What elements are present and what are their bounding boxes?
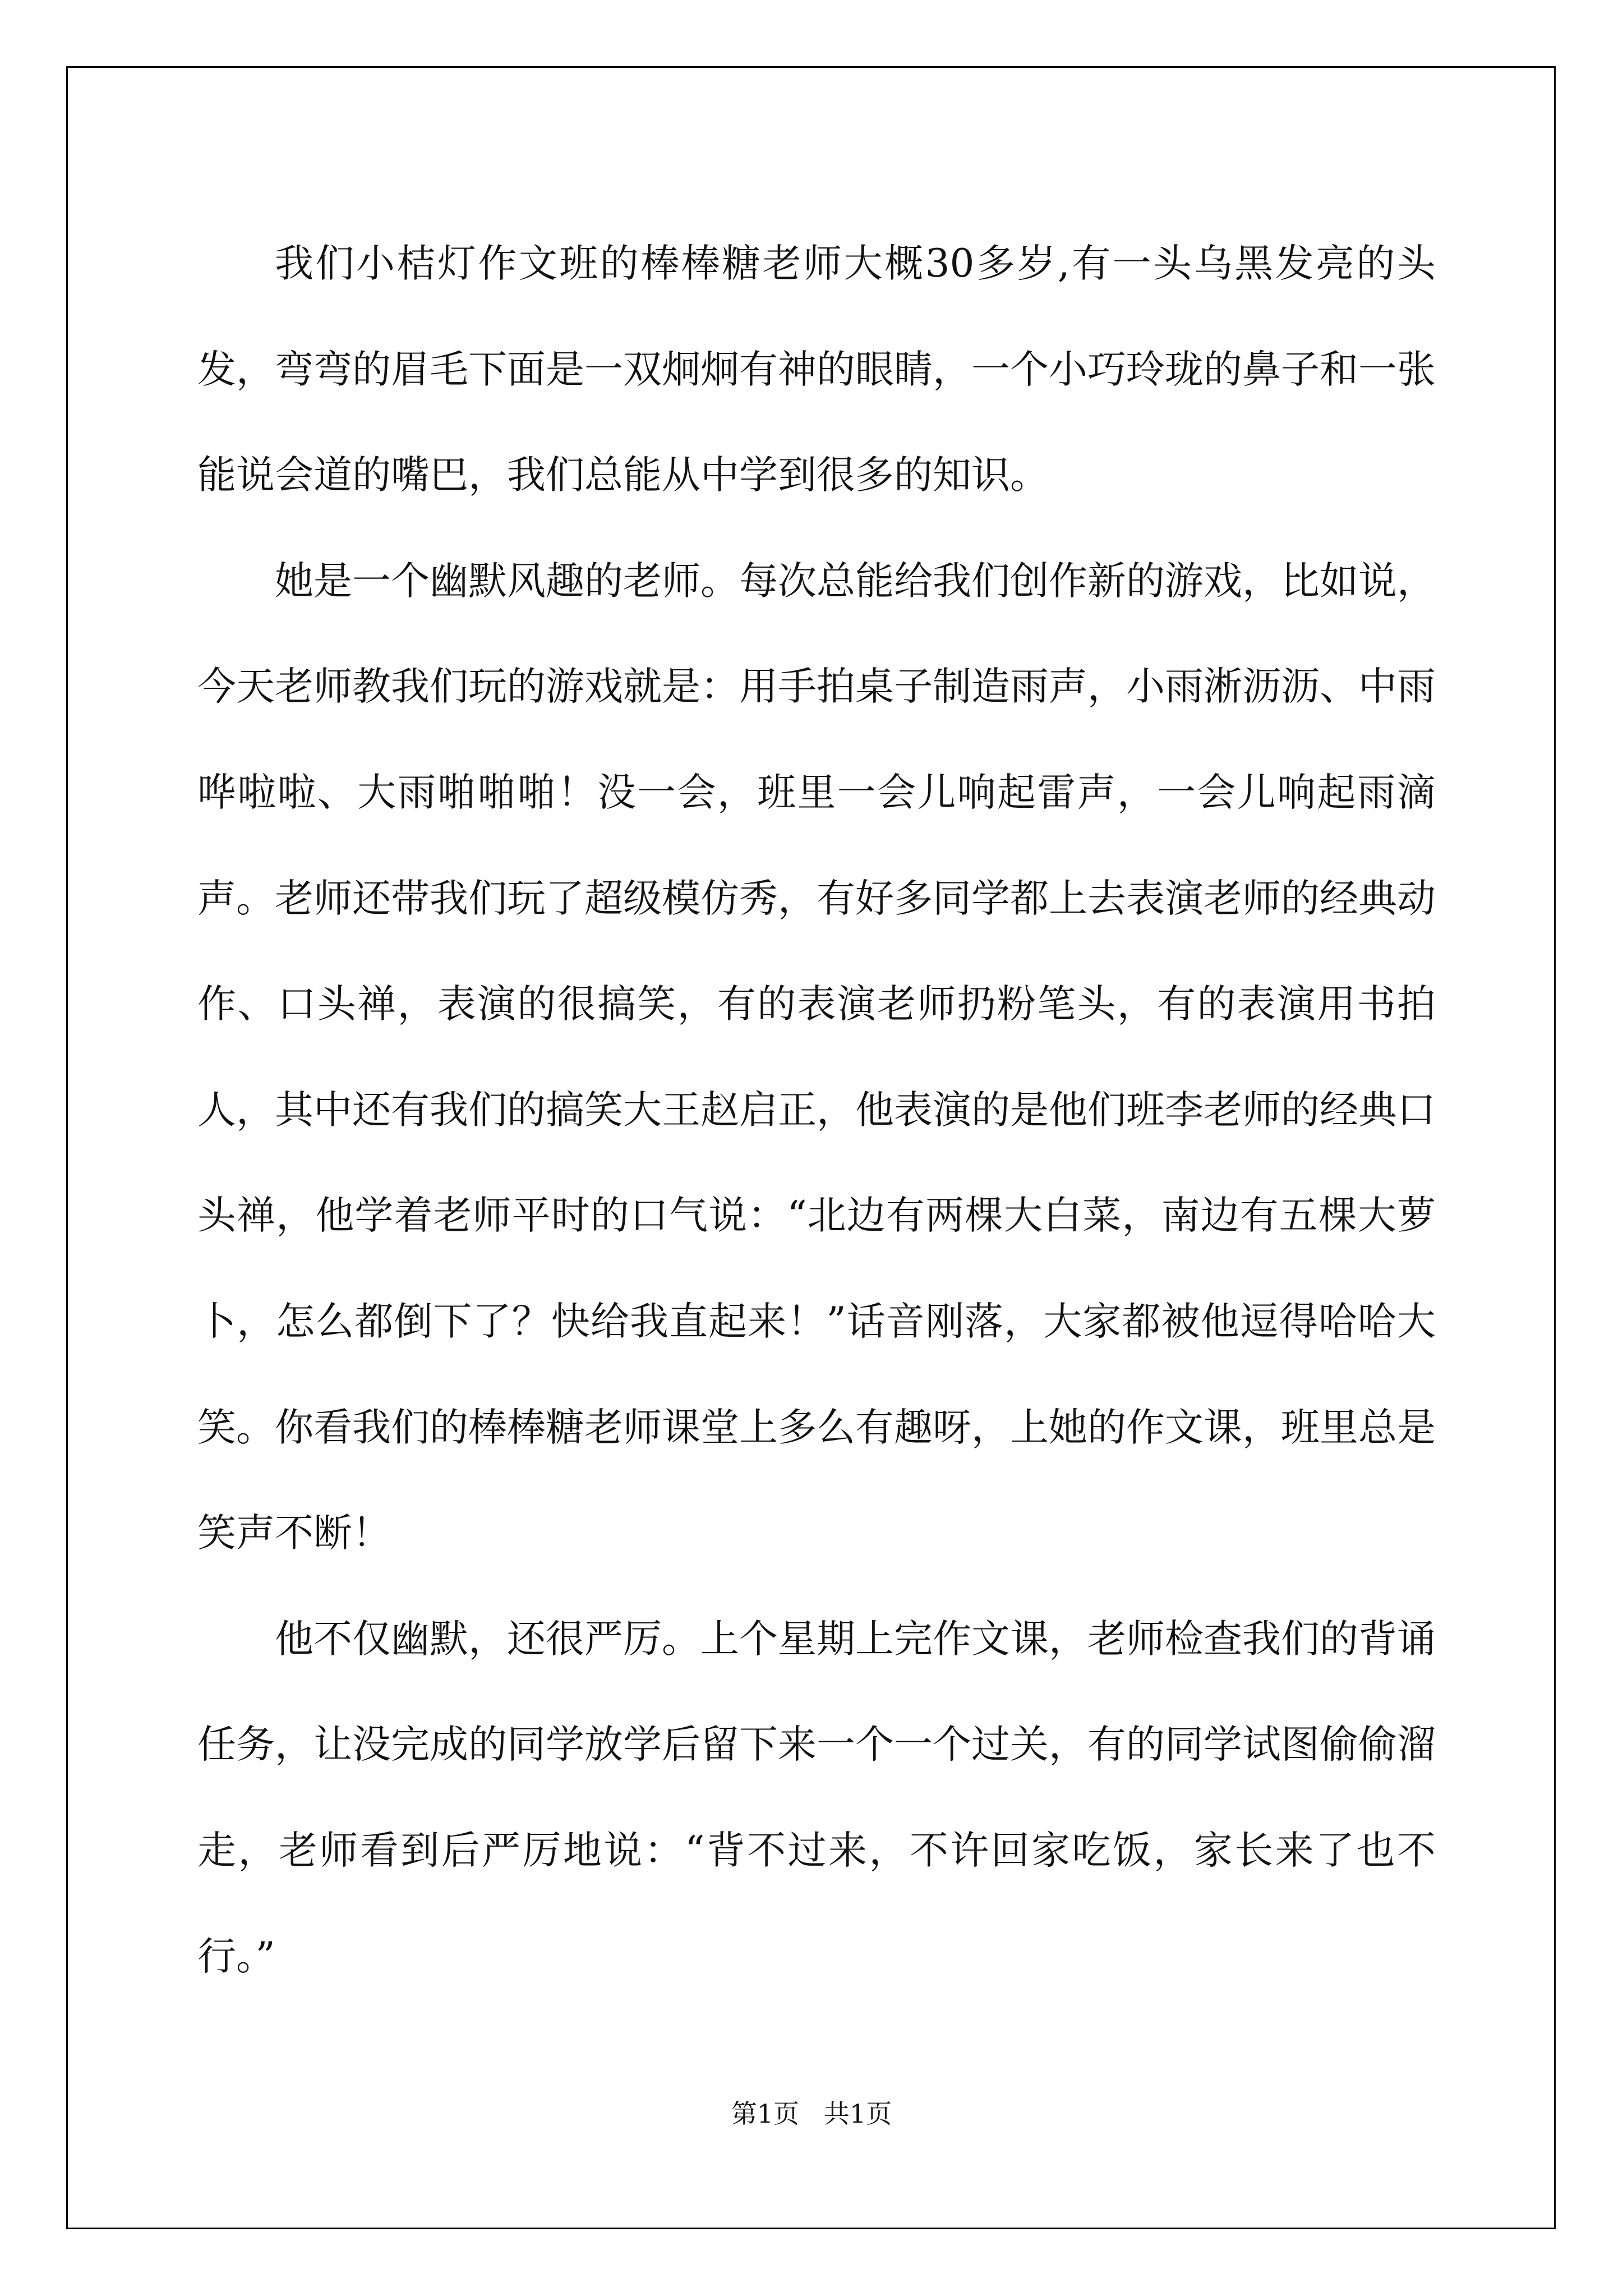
paragraph-humorous-teacher: 她是一个幽默风趣的老师。每次总能给我们创作新的游戏，比如说，今天老师教我们玩的游戏就是：用手拍桌子制造雨声，小雨淅沥沥、中雨哗啦啦、大雨啪啪啪！没一会，班里一会儿响起雷声，一会儿响起雨滴声。老师还带我们玩了超级模仿秀，有好多同学都上去表演老师的经典动作、口头禅，表演的很搞笑，有的表演老师扔粉笔头，有的表演用书拍人，其中还有我们的搞笑大王赵启正，他表演的是他们班李老师的经典口头禅，他学着老师平时的口气说：“北边有两棵大白菜，南边有五棵大萝卜，怎么都倒下了？快给我直起来！”话音刚落，大家都被他逗得哈哈大笑。你看我们的棒棒糖老师课堂上多么有趣呀，上她的作文课，班里总是笑声不断！ — [197, 558, 1436, 1556]
page-number-footer: 第1页 共1页 — [731, 2099, 892, 2129]
document-body — [197, 211, 1436, 2009]
paragraph-teacher-appearance: 我们小桔灯作文班的棒棒糖老师大概30多岁,有一头乌黑发亮的头发，弯弯的眉毛下面是一双炯炯有神的眼睛，一个小巧玲珑的鼻子和一张能说会道的嘴巴，我们总能从中学到很多的知识。 — [197, 241, 1436, 498]
paragraph-strict-teacher: 他不仅幽默，还很严厉。上个星期上完作文课，老师检查我们的背诵任务，让没完成的同学放学后留下来一个一个过关，有的同学试图偷偷溜走，老师看到后严厉地说：“背不过来，不许回家吃饭，家长来了也不行。” — [197, 1616, 1436, 1979]
